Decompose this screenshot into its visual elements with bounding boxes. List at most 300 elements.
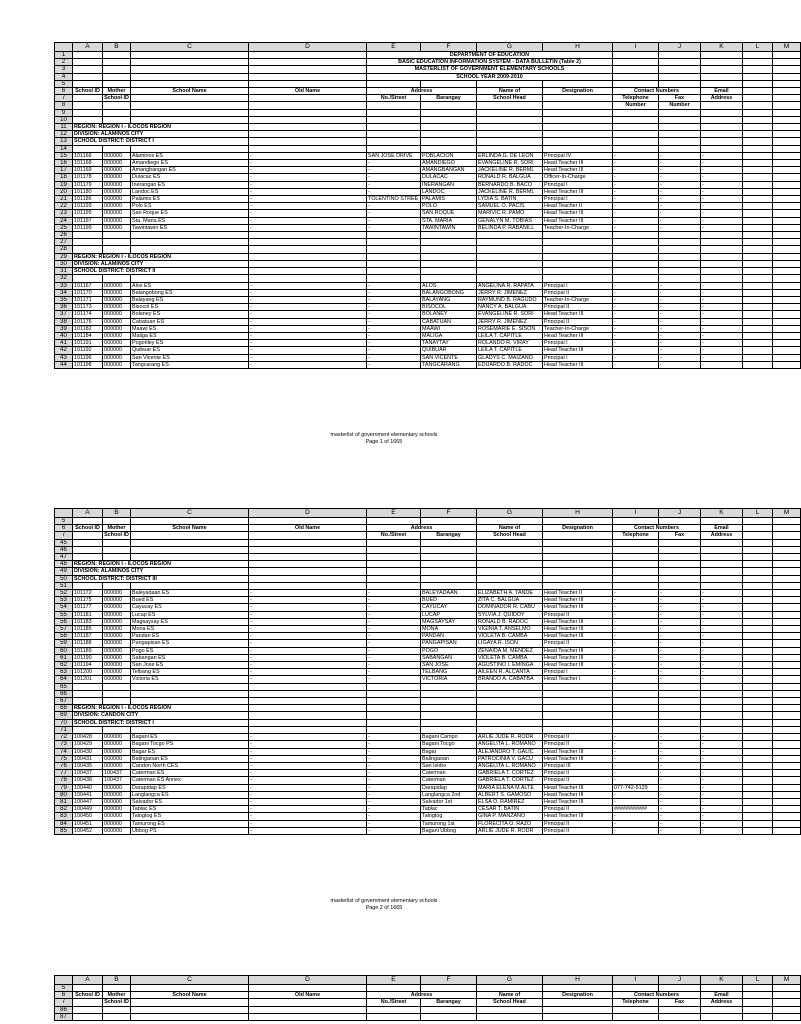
school-id-cell: 101179 (73, 181, 103, 188)
row-number: 5 (55, 80, 73, 87)
empty-cell (701, 253, 743, 260)
empty-cell (701, 1006, 743, 1013)
barangay-cell: CAYUCAY (421, 604, 477, 611)
old-name-cell: - (249, 654, 367, 661)
column-header-l: L (743, 976, 773, 985)
title-row (55, 59, 801, 66)
school-name-header: School Name (131, 88, 249, 95)
empty-cell (613, 138, 659, 145)
school-row (55, 296, 801, 303)
empty-cell (659, 561, 701, 568)
empty-cell (421, 131, 477, 138)
row-number: 41 (55, 340, 73, 347)
barangay-cell: INERANGAN (421, 181, 477, 188)
old-name-cell: - (249, 361, 367, 368)
email-cell: - (701, 160, 743, 167)
empty-cell (659, 568, 701, 575)
empty-cell (659, 124, 701, 131)
old-name-cell: - (249, 806, 367, 813)
section-label: REGION: REGION I - ILOCOS REGION (73, 705, 249, 712)
empty-cell (659, 131, 701, 138)
empty-cell (743, 777, 773, 784)
empty-cell (477, 561, 543, 568)
empty-cell (131, 554, 249, 561)
empty-cell (249, 59, 367, 66)
barangay-cell: BALANGOBONG (421, 289, 477, 296)
empty-cell (73, 232, 103, 239)
mother-school-id-cell: 000000 (103, 160, 131, 167)
email-cell: - (701, 647, 743, 654)
fax-cell: - (659, 304, 701, 311)
school-id-cell: 101186 (73, 196, 103, 203)
empty-cell (701, 268, 743, 275)
empty-cell (249, 985, 367, 992)
empty-cell (131, 145, 249, 152)
telephone-cell: - (613, 626, 659, 633)
school-row (55, 340, 801, 347)
empty-cell (743, 95, 773, 102)
fax-cell: - (659, 820, 701, 827)
empty-cell (477, 232, 543, 239)
empty-cell (773, 1006, 801, 1013)
telephone-cell: - (613, 662, 659, 669)
barangay-header: Barangay (421, 95, 477, 102)
header-row-2 (55, 999, 801, 1006)
empty-cell (743, 224, 773, 231)
email-cell: - (701, 813, 743, 820)
empty-cell (477, 518, 543, 525)
empty-cell (477, 726, 543, 733)
row-number: 19 (55, 181, 73, 188)
section-label: SCHOOL DISTRICT: DISTRICT I (73, 138, 249, 145)
empty-cell (367, 539, 421, 546)
mother-school-id-header: School ID (104, 999, 129, 1006)
row-number: 40 (55, 332, 73, 339)
email-cell: - (701, 203, 743, 210)
school-head-cell: GENALYN M. TOBIAS (477, 217, 543, 224)
empty-cell (659, 275, 701, 282)
school-name-cell: Cayucay ES (131, 604, 249, 611)
empty-cell (659, 246, 701, 253)
school-name-cell: Bagani ES (131, 734, 249, 741)
empty-cell (367, 145, 421, 152)
empty-cell (477, 80, 543, 87)
school-id-cell: 100451 (73, 820, 103, 827)
empty-cell (249, 1006, 367, 1013)
school-name-cell: Baleyadaan ES (131, 590, 249, 597)
row-number: 83 (55, 813, 73, 820)
empty-cell (613, 268, 659, 275)
empty-cell (543, 232, 613, 239)
empty-cell (743, 354, 773, 361)
empty-cell (773, 174, 801, 181)
school-head-cell: BRANDO A. CABATBA (477, 676, 543, 683)
row-number: 8 (55, 102, 73, 109)
empty-cell (103, 554, 131, 561)
empty-cell (543, 116, 613, 123)
column-header-b: B (103, 976, 131, 985)
school-name-cell: Salvador ES (131, 798, 249, 805)
blank-row (55, 1013, 801, 1020)
empty-cell (773, 347, 801, 354)
school-head-cell: GABRIELA T. CORTEZ (477, 770, 543, 777)
school-name-cell: Palamis ES (131, 196, 249, 203)
fax-cell: - (659, 618, 701, 625)
school-head-cell: JACKELINE R. BERML (477, 167, 543, 174)
school-row (55, 611, 801, 618)
school-id-cell: 101200 (73, 669, 103, 676)
title-row (55, 73, 801, 80)
row-number: 32 (55, 275, 73, 282)
empty-cell (773, 741, 801, 748)
empty-cell (131, 95, 249, 102)
barangay-cell: MALIGA (421, 332, 477, 339)
section-label: REGION: REGION I - ILOCOS REGION (73, 124, 249, 131)
empty-cell (543, 683, 613, 690)
empty-cell (773, 582, 801, 589)
barangay-cell: BOLANEY (421, 311, 477, 318)
designation-cell: Head Teacher III (543, 618, 613, 625)
school-name-cell: Balayang ES (131, 296, 249, 303)
barangay-cell: BALAYANG (421, 296, 477, 303)
barangay-cell: PALAMIS (421, 196, 477, 203)
empty-cell (743, 575, 773, 582)
empty-cell (659, 985, 701, 992)
school-id-cell: 101170 (73, 289, 103, 296)
old-name-cell: - (249, 662, 367, 669)
designation-cell: Principal III (543, 762, 613, 769)
mother-school-id-cell: 000000 (103, 784, 131, 791)
column-header-m: M (773, 976, 801, 985)
no-street-header: No./Street (367, 95, 421, 102)
empty-cell (659, 554, 701, 561)
mother-school-id-cell: 000000 (103, 318, 131, 325)
empty-cell (103, 690, 131, 697)
row-number: 70 (55, 719, 73, 726)
empty-cell (131, 232, 249, 239)
empty-cell (659, 253, 701, 260)
fax-cell: - (659, 669, 701, 676)
telephone-cell: - (613, 798, 659, 805)
page-footer-2 (0, 898, 768, 912)
row-number: 7 (55, 999, 73, 1006)
row-number: 22 (55, 203, 73, 210)
row-number: 51 (55, 582, 73, 589)
telephone-cell: - (613, 618, 659, 625)
street-cell: - (367, 282, 421, 289)
column-header-k: K (701, 43, 743, 52)
section-label-row (55, 260, 801, 267)
street-cell: - (367, 784, 421, 791)
fax-cell: - (659, 626, 701, 633)
school-id-cell: 101172 (73, 590, 103, 597)
empty-cell (367, 690, 421, 697)
school-id-cell: 101194 (73, 662, 103, 669)
empty-cell (543, 95, 613, 102)
designation-cell: Principal II (543, 770, 613, 777)
empty-cell (743, 597, 773, 604)
empty-cell (743, 762, 773, 769)
empty-cell (421, 546, 477, 553)
blank-row (55, 239, 801, 246)
empty-cell (477, 539, 543, 546)
fax-cell: - (659, 160, 701, 167)
street-cell: - (367, 669, 421, 676)
empty-cell (773, 626, 801, 633)
email-cell: - (701, 196, 743, 203)
empty-cell (73, 116, 103, 123)
empty-cell (659, 683, 701, 690)
barangay-cell: Balingaoan (421, 755, 477, 762)
old-name-cell: - (249, 597, 367, 604)
telephone-header: Telephone (613, 999, 659, 1006)
street-cell: - (367, 640, 421, 647)
column-header-d: D (249, 976, 367, 985)
school-id-cell: 100447 (73, 798, 103, 805)
empty-cell (743, 311, 773, 318)
mother-school-id-cell: 000000 (103, 152, 131, 159)
street-cell: - (367, 224, 421, 231)
telephone-cell: - (613, 311, 659, 318)
old-name-cell: - (249, 626, 367, 633)
empty-cell (701, 705, 743, 712)
report-title-line: SCHOOL YEAR 2009-2010 (367, 73, 613, 80)
row-number: 17 (55, 167, 73, 174)
empty-cell (73, 59, 103, 66)
old-name-cell: - (249, 604, 367, 611)
mother-school-id-cell: 000000 (103, 806, 131, 813)
fax-cell: - (659, 662, 701, 669)
empty-cell (701, 109, 743, 116)
empty-cell (131, 698, 249, 705)
empty-cell (249, 683, 367, 690)
empty-cell (421, 539, 477, 546)
column-header-m: M (773, 509, 801, 518)
blank-row (55, 698, 801, 705)
email-cell: - (701, 640, 743, 647)
empty-cell (249, 712, 367, 719)
school-id-cell: 100452 (73, 827, 103, 834)
school-id-cell: 101189 (73, 647, 103, 654)
telephone-cell: - (613, 791, 659, 798)
section-label: DIVISION: ALAMINOS CITY (73, 568, 249, 575)
school-id-cell: 101193 (73, 203, 103, 210)
school-name-cell: Bagar ES (131, 748, 249, 755)
empty-cell (613, 124, 659, 131)
empty-cell (131, 59, 249, 66)
empty-cell (613, 109, 659, 116)
column-header-i: I (613, 976, 659, 985)
fax-cell: - (659, 755, 701, 762)
school-name-cell: Cabatuan ES (131, 318, 249, 325)
empty-cell (659, 239, 701, 246)
column-header-k: K (701, 976, 743, 985)
fax-cell: - (659, 340, 701, 347)
barangay-cell: TAWINTAWIN (421, 224, 477, 231)
school-name-cell: Talogtog ES (131, 813, 249, 820)
row-number: 43 (55, 354, 73, 361)
empty-cell (773, 669, 801, 676)
empty-cell (701, 554, 743, 561)
telephone-header: Telephone (613, 532, 659, 539)
empty-cell (73, 66, 103, 73)
empty-cell (367, 239, 421, 246)
row-number: 73 (55, 741, 73, 748)
empty-cell (659, 698, 701, 705)
empty-cell (743, 52, 773, 59)
empty-cell (367, 232, 421, 239)
empty-cell (701, 1013, 743, 1020)
section-label: DIVISION: CANDON CITY (73, 712, 249, 719)
empty-cell (73, 102, 103, 109)
barangay-cell: Caterman (421, 777, 477, 784)
empty-cell (773, 160, 801, 167)
blank-row (55, 690, 801, 697)
empty-cell (659, 705, 701, 712)
empty-cell (367, 275, 421, 282)
empty-cell (249, 138, 367, 145)
contact-numbers-header: Contact Numbers (613, 992, 701, 999)
empty-cell (249, 95, 367, 102)
section-label-row (55, 575, 801, 582)
street-cell: - (367, 174, 421, 181)
designation-cell: Head Teacher III (543, 798, 613, 805)
footer-title: masterlist of government elementary schools (330, 898, 438, 904)
blank-row (55, 985, 801, 992)
school-id-cell: 101167 (73, 282, 103, 289)
empty-cell (131, 683, 249, 690)
email-cell: - (701, 654, 743, 661)
section-label-row (55, 705, 801, 712)
mother-school-id-cell: 000000 (103, 755, 131, 762)
empty-cell (103, 66, 131, 73)
email-cell: - (701, 827, 743, 834)
school-head-cell: AGUSTINO I. EMINGA (477, 662, 543, 669)
column-header-e: E (367, 976, 421, 985)
section-label-row (55, 124, 801, 131)
empty-cell (131, 1006, 249, 1013)
row-number: 4 (55, 73, 73, 80)
empty-cell (613, 518, 659, 525)
row-number: 18 (55, 174, 73, 181)
mother-school-id-cell: 000000 (103, 325, 131, 332)
empty-cell (701, 66, 743, 73)
school-id-cell: 101168 (73, 160, 103, 167)
fax-header: Fax (659, 532, 701, 539)
school-head-cell: BELINDA P. RABANILL (477, 224, 543, 231)
school-name-cell: Caterman ES Annex (131, 777, 249, 784)
school-head-cell: VIGINIA T. ANSELMO (477, 626, 543, 633)
column-header-a: A (73, 976, 103, 985)
school-id-cell: 101199 (73, 224, 103, 231)
empty-cell (743, 210, 773, 217)
empty-cell (773, 676, 801, 683)
school-id-cell: 100450 (73, 813, 103, 820)
mother-school-id-cell: 000000 (103, 590, 131, 597)
empty-cell (773, 311, 801, 318)
mother-header: Mother (103, 525, 131, 532)
school-name-cell: Quibuar ES (131, 347, 249, 354)
row-number: 57 (55, 626, 73, 633)
barangay-cell: TANGCARANG (421, 361, 477, 368)
old-name-cell: - (249, 152, 367, 159)
barangay-cell: SAN JOSE (421, 662, 477, 669)
email-cell: - (701, 210, 743, 217)
school-head-cell: RAYMUND B. RAGUDO (477, 296, 543, 303)
fax-cell: - (659, 633, 701, 640)
empty-cell (249, 232, 367, 239)
street-cell: - (367, 590, 421, 597)
school-name-cell: Ubbog PS (131, 827, 249, 834)
telephone-cell: - (613, 282, 659, 289)
empty-cell (613, 246, 659, 253)
empty-cell (613, 719, 659, 726)
empty-cell (103, 109, 131, 116)
empty-cell (367, 683, 421, 690)
empty-cell (773, 116, 801, 123)
empty-cell (543, 726, 613, 733)
blank-row (55, 232, 801, 239)
empty-cell (477, 712, 543, 719)
empty-cell (131, 1013, 249, 1020)
school-name-cell: Tawintawin ES (131, 224, 249, 231)
school-row (55, 325, 801, 332)
barangay-cell: Bagani Ubbog (421, 827, 477, 834)
empty-cell (249, 539, 367, 546)
empty-cell (613, 116, 659, 123)
email-cell: - (701, 662, 743, 669)
empty-cell (743, 109, 773, 116)
designation-cell: Teacher-In-Charge (543, 296, 613, 303)
empty-cell (773, 820, 801, 827)
mother-school-id-cell: 000000 (103, 174, 131, 181)
empty-cell (543, 1013, 613, 1020)
school-name-cell: Inerangan ES (131, 181, 249, 188)
row-number: 56 (55, 618, 73, 625)
blank-row (55, 80, 801, 87)
school-row (55, 590, 801, 597)
empty-cell (249, 116, 367, 123)
school-head-cell: GLADYS C. MAIZANO (477, 354, 543, 361)
empty-cell (543, 124, 613, 131)
empty-cell (773, 755, 801, 762)
empty-cell (421, 554, 477, 561)
empty-cell (249, 80, 367, 87)
empty-cell (421, 518, 477, 525)
empty-cell (103, 275, 131, 282)
street-cell: - (367, 777, 421, 784)
fax-cell: - (659, 604, 701, 611)
empty-cell (131, 532, 249, 539)
email-header: Email (701, 525, 743, 532)
school-id-cell: 100449 (73, 806, 103, 813)
barangay-cell: BUED (421, 597, 477, 604)
school-name-cell: Candon North CES (131, 762, 249, 769)
empty-cell (613, 73, 659, 80)
empty-cell (131, 116, 249, 123)
email-cell: - (701, 188, 743, 195)
street-cell: - (367, 626, 421, 633)
empty-cell (249, 109, 367, 116)
empty-cell (421, 582, 477, 589)
fax-cell: - (659, 174, 701, 181)
mother-school-id-cell: 000000 (103, 311, 131, 318)
column-header-b: B (103, 509, 131, 518)
school-id-header: School ID (73, 992, 103, 999)
empty-cell (103, 145, 131, 152)
telephone-cell: - (613, 604, 659, 611)
empty-cell (131, 518, 249, 525)
